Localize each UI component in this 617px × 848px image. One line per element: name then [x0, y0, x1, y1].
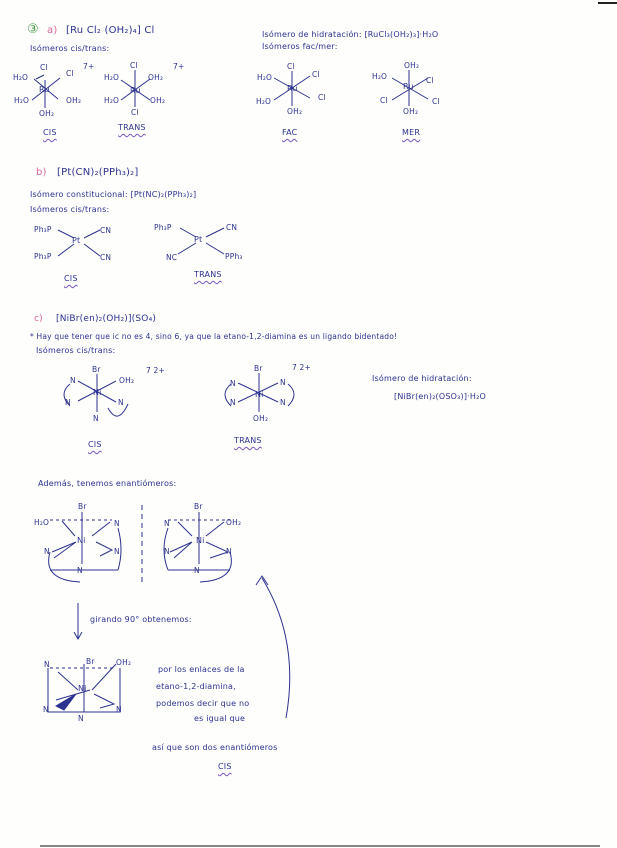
isomer-label-cis: CIS	[218, 762, 232, 771]
enantiomer-right-bonds	[164, 512, 231, 582]
ligand: OH₂	[404, 61, 420, 70]
ligand: Cl	[426, 76, 434, 85]
ligand: H₂O	[256, 97, 272, 106]
section-a-cis-trans-heading: Isómeros cis/trans:	[30, 44, 110, 53]
section-a-label: a)	[47, 25, 58, 36]
ligand: N	[116, 705, 122, 714]
ligand: OH₂	[66, 96, 82, 105]
ru-fac-bonds	[274, 71, 310, 106]
ligand: Cl	[318, 93, 326, 102]
ligand: H₂O	[34, 518, 50, 527]
ligand: N	[114, 547, 120, 556]
ru-cis-bonds	[32, 75, 60, 108]
ligand: Cl	[66, 69, 74, 78]
isomer-label-cis: CIS	[88, 440, 102, 449]
ligand: CN	[100, 253, 112, 262]
explanation-line: podemos decir que no	[156, 699, 250, 708]
explanation-line: etano-1,2-diamina,	[156, 682, 236, 691]
section-b-cis-trans-heading: Isómeros cis/trans:	[30, 205, 110, 214]
isomer-label-trans: TRANS	[194, 270, 222, 279]
ligand: N	[65, 398, 71, 407]
down-arrow-icon	[74, 603, 82, 639]
central-atom: Ru	[130, 86, 141, 95]
ligand: N	[78, 714, 84, 723]
ligand: Cl	[312, 70, 320, 79]
enantiomer-left-bonds	[49, 512, 121, 582]
ligand: N	[114, 519, 120, 528]
ligand: N	[164, 547, 170, 556]
section-a-hydration-heading: Isómero de hidratación: [RuCl₃(OH₂)₃]·H₂O	[262, 30, 439, 39]
charge-label: 7 2+	[146, 366, 166, 375]
ligand: N	[280, 398, 286, 407]
section-b-label: b)	[36, 167, 47, 178]
ligand: Ph₃P	[34, 252, 52, 261]
ligand: Br	[78, 502, 87, 511]
explanation-line: por los enlaces de la	[158, 665, 245, 674]
ligand: OH₂	[287, 107, 303, 116]
ligand: H₂O	[14, 96, 30, 105]
ligand: OH₂	[150, 96, 166, 105]
ligand: Cl	[130, 61, 138, 70]
section-c-hydration-heading: Isómero de hidratación:	[372, 374, 472, 383]
ligand: OH₂	[116, 658, 132, 667]
central-atom: Ru	[287, 84, 298, 93]
ligand: CN	[226, 223, 238, 232]
ligand: OH₂	[226, 518, 242, 527]
ligand: H₂O	[372, 72, 388, 81]
ligand: H₂O	[257, 73, 273, 82]
ligand: H₂O	[104, 73, 120, 82]
ligand: Br	[92, 365, 101, 374]
isomer-label-trans: TRANS	[234, 436, 262, 445]
pt-trans-bonds	[178, 228, 224, 254]
ru-mer-bonds	[392, 70, 428, 106]
ligand: N	[230, 398, 236, 407]
section-b-formula: [Pt(CN)₂(PPh₃)₂]	[57, 167, 139, 178]
section-c-cis-trans-heading: Isómeros cis/trans:	[36, 346, 116, 355]
section-b-constitutional-heading: Isómero constitucional: [Pt(NC)₂(PPh₃)₂]	[30, 190, 197, 199]
ligand: H₂O	[104, 96, 120, 105]
ligand: N	[77, 566, 83, 575]
ligand: Cl	[287, 62, 295, 71]
ligand: Br	[254, 364, 263, 373]
explanation-line: es igual que	[194, 714, 246, 723]
central-atom: Pt	[72, 236, 81, 245]
ligand: N	[118, 398, 124, 407]
enantiomers-heading: Además, tenemos enantiómeros:	[38, 479, 177, 488]
isomer-label-fac: FAC	[282, 128, 298, 137]
ligand: N	[194, 566, 200, 575]
ligand: PPh₃	[225, 252, 243, 261]
ligand: CN	[100, 226, 112, 235]
ligand: N	[93, 414, 99, 423]
ligand: Cl	[131, 108, 139, 117]
central-atom: Ni	[78, 684, 87, 693]
section-c-note: * Hay que tener que ic no es 4, sino 6, ya que la etano-1,2-diamina es un ligando bidentado!	[30, 332, 398, 341]
ligand: N	[43, 705, 49, 714]
isomer-label-mer: MER	[402, 128, 421, 137]
curved-arrow-icon	[256, 576, 290, 718]
ligand: Cl	[432, 97, 440, 106]
ligand: N	[226, 547, 232, 556]
ni-cis-bonds	[64, 374, 128, 416]
central-atom: Ni	[255, 390, 264, 399]
ligand: N	[230, 379, 236, 388]
central-atom: Ni	[196, 536, 205, 545]
ligand: N	[280, 378, 286, 387]
charge-label: 7 2+	[292, 363, 312, 372]
ligand: N	[44, 547, 50, 556]
ligand: N	[44, 660, 50, 669]
pt-cis-bonds	[58, 230, 100, 256]
ligand: OH₂	[253, 414, 269, 423]
ligand: Ph₃P	[154, 223, 172, 232]
central-atom: Ni	[77, 536, 86, 545]
ligand: OH₂	[148, 73, 164, 82]
central-atom: Pt	[194, 235, 203, 244]
isomer-label-cis: CIS	[43, 128, 57, 137]
ligand: Br	[194, 502, 203, 511]
section-c-label: c)	[34, 314, 43, 324]
rotation-note: girando 90° obtenemos:	[90, 615, 192, 624]
conclusion-text: así que son dos enantiómeros	[152, 743, 278, 752]
isomer-label-cis: CIS	[64, 274, 78, 283]
ligand: OH₂	[403, 107, 419, 116]
ru-trans-bonds	[121, 70, 150, 107]
ligand: H₂O	[13, 73, 29, 82]
ligand: N	[70, 376, 76, 385]
section-c-hydration-formula: [NiBr(en)₂(OSO₃)]·H₂O	[394, 392, 487, 401]
section-c-formula: [NiBr(en)₂(OH₂)](SO₄)	[56, 314, 157, 324]
central-atom: Ru	[403, 82, 414, 91]
ligand: Cl	[40, 63, 48, 72]
ligand: Ph₃P	[34, 225, 52, 234]
central-atom: Ru	[39, 85, 50, 94]
rotated-structure-bonds	[48, 664, 120, 712]
isomer-label-trans: TRANS	[118, 123, 146, 132]
ligand: Cl	[380, 96, 388, 105]
charge-label: 7+	[83, 62, 95, 71]
ni-trans-bonds	[225, 373, 294, 412]
ligand: N	[164, 519, 170, 528]
charge-label: 7+	[173, 62, 185, 71]
central-atom: Ni	[93, 388, 102, 397]
section-a-formula: [Ru Cl₂ (OH₂)₄] Cl	[66, 25, 155, 36]
ligand: OH₂	[39, 109, 55, 118]
ligand: Br	[86, 657, 95, 666]
section-a-fac-mer-heading: Isómeros fac/mer:	[262, 42, 338, 51]
ligand: OH₂	[119, 376, 135, 385]
ligand: NC	[166, 253, 178, 262]
question-number-marker: ③	[27, 22, 39, 37]
